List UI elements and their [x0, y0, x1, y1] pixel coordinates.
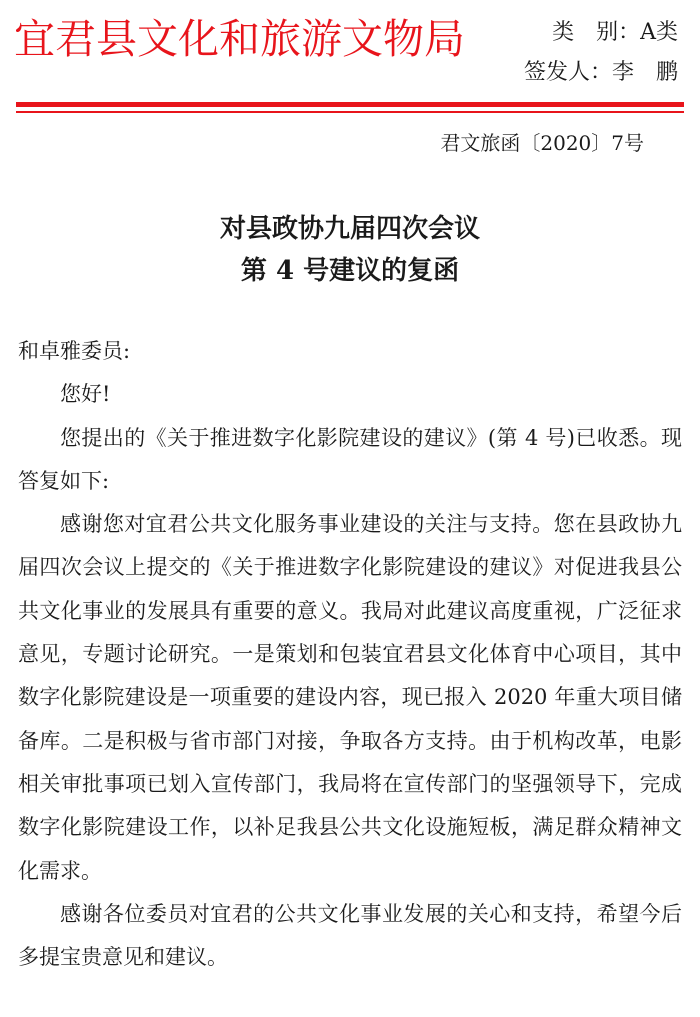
letter-body: [18, 330, 682, 979]
header-divider-thick: [16, 102, 684, 107]
header-divider-thin: [16, 111, 684, 113]
signer-row: [524, 54, 678, 94]
category-value: A类: [640, 20, 678, 45]
title-line-1: 对县政协九届四次会议: [219, 214, 480, 244]
paragraph-2: 感谢您对宜君公共文化服务事业建设的关注与支持。您在县政协九届四次会议上提交的《关于推进数字化影院建设的建议》对促进我县公共文化事业的发展具有重要的意义。我局对此建议高度重视，广泛征求意见，专题讨论研究。一是策划和包装宜君县文化体育中心项目，其中数字化影院建设是一项重要的建设内容，现已报入 2020 年重大项目储备库。二是积极与省市部门对接，争取各方支持。由于机构改革，电影相关审批事项已划入宣传部门，我局将在宣传部门的坚强领导下，完成数字化影院建设工作，以补足我县公共文化设施短板，满足群众精神文化需求。: [18, 512, 682, 883]
document-meta: [524, 14, 678, 94]
signer-label: 签发人：: [523, 60, 612, 85]
greeting: 您好!: [60, 382, 111, 407]
salutation: 和卓雅委员:: [18, 339, 131, 363]
signer-value: 李 鹏: [611, 60, 678, 85]
issuing-organization-title: 宜君县文化和旅游文物局: [14, 15, 465, 63]
document-title: [0, 208, 700, 292]
paragraph-3: 感谢各位委员对宜君的公共文化事业发展的关心和支持，希望今后多提宝贵意见和建议。: [18, 901, 682, 970]
document-number: 君文旅函〔2020〕7号: [440, 131, 644, 155]
category-label: 类 别：: [552, 20, 641, 45]
title-line-2: 第 4 号建议的复函: [240, 256, 460, 286]
paragraph-1: 您提出的《关于推进数字化影院建设的建议》(第 4 号)已收悉。现答复如下:: [18, 425, 682, 493]
category-row: [524, 14, 678, 54]
